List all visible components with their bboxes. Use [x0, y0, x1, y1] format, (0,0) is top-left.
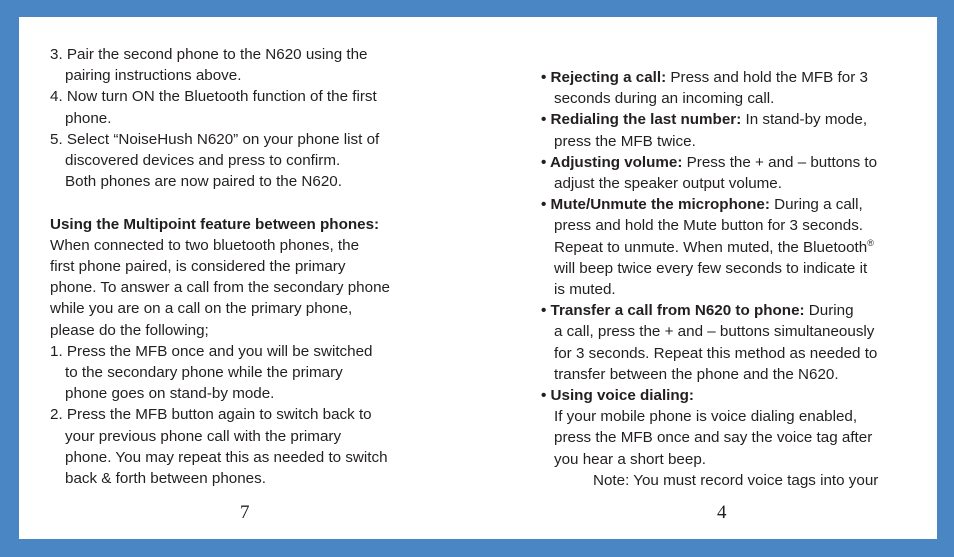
step-5-line-1: 5. Select “NoiseHush N620” on your phone list of: [50, 130, 380, 148]
mp-step-1-line: phone goes on stand-by mode.: [65, 385, 275, 403]
step-3-line-2: pairing instructions above.: [65, 67, 242, 85]
mp-step-2-line: phone. You may repeat this as needed to switch: [65, 448, 388, 466]
transfer-cont: a call, press the + and – buttons simultaneously: [554, 323, 875, 341]
mp-step-2-line: back & forth between phones.: [65, 470, 266, 488]
transfer-label: • Transfer a call from N620 to phone:: [541, 302, 805, 320]
rejecting-call-text: Press and hold the MFB for 3: [666, 69, 868, 86]
transfer-item: [541, 300, 921, 321]
adjusting-volume-label: • Adjusting volume:: [541, 153, 683, 171]
spacer: [50, 192, 440, 213]
adjusting-volume-text: Press the + and – buttons to: [682, 153, 878, 171]
mp-step-2-line: 2. Press the MFB button again to switch back to: [50, 406, 372, 424]
voice-dialing-label: • Using voice dialing:: [541, 387, 694, 405]
adjusting-volume-item: [541, 152, 921, 173]
redialing-label: • Redialing the last number:: [541, 111, 742, 129]
step-3-line-1: 3. Pair the second phone to the N620 using the: [50, 46, 368, 63]
mute-item: [541, 194, 921, 215]
voice-dialing-cont: press the MFB once and say the voice tag after: [554, 429, 873, 447]
multipoint-body-line: while you are on a call on the primary phone,: [50, 300, 353, 318]
rejecting-call-cont: seconds during an incoming call.: [554, 90, 775, 108]
redialing-item: [541, 109, 921, 130]
rejecting-call-label: • Rejecting a call:: [541, 69, 667, 86]
multipoint-heading: Using the Multipoint feature between phones:: [50, 215, 380, 233]
mp-step-1-line: to the secondary phone while the primary: [65, 364, 343, 382]
step-5-line-3: Both phones are now paired to the N620.: [65, 173, 342, 191]
transfer-text: During: [804, 302, 854, 320]
left-column: [50, 44, 440, 489]
multipoint-body-line: When connected to two bluetooth phones, the: [50, 236, 360, 254]
mp-step-2-line: your previous phone call with the primary: [65, 427, 342, 445]
mute-cont: [541, 237, 921, 258]
step-5-line-2: discovered devices and press to confirm.: [65, 152, 341, 170]
right-column: [541, 67, 921, 491]
voice-dialing-cont: you hear a short beep.: [554, 450, 706, 468]
transfer-cont: for 3 seconds. Repeat this method as needed to: [554, 344, 878, 362]
step-4-line-1: 4. Now turn ON the Bluetooth function of the first: [50, 88, 377, 106]
step-4-line-2: phone.: [65, 109, 112, 127]
manual-spread: [19, 17, 937, 539]
rejecting-call-item: [541, 67, 921, 88]
redialing-text: In stand-by mode,: [741, 111, 868, 129]
page-number-left: 7: [240, 502, 250, 523]
mute-cont: will beep twice every few seconds to indicate it: [554, 259, 868, 277]
mute-cont-text: Repeat to unmute. When muted, the Bluetooth: [554, 238, 868, 256]
mute-text: During a call,: [769, 196, 863, 214]
mute-cont: press and hold the Mute button for 3 seconds.: [554, 217, 864, 235]
redialing-cont: press the MFB twice.: [554, 132, 696, 150]
multipoint-body-line: first phone paired, is considered the primary: [50, 258, 346, 276]
multipoint-body-line: please do the following;: [50, 321, 209, 339]
mp-step-1-line: 1. Press the MFB once and you will be switched: [50, 342, 373, 360]
page-number-right: 4: [717, 502, 727, 523]
voice-dialing-note: Note: You must record voice tags into your: [593, 471, 879, 489]
voice-dialing-cont: If your mobile phone is voice dialing enabled,: [554, 408, 858, 426]
registered-mark: ®: [867, 237, 874, 248]
multipoint-body-line: phone. To answer a call from the secondary phone: [50, 279, 390, 297]
mute-cont: is muted.: [554, 281, 616, 299]
transfer-cont: transfer between the phone and the N620.: [554, 365, 839, 383]
adjusting-volume-cont: adjust the speaker output volume.: [554, 175, 782, 193]
mute-label: • Mute/Unmute the microphone:: [541, 196, 770, 214]
